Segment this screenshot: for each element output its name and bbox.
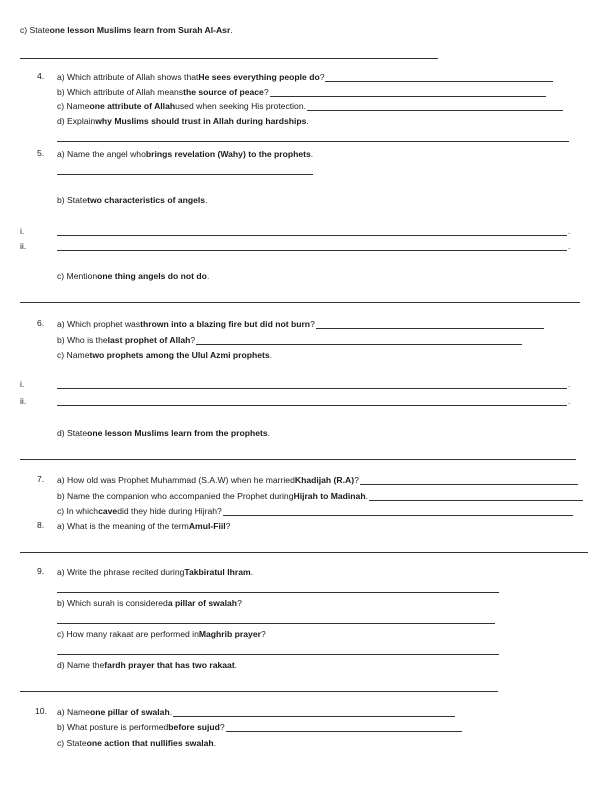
q7-number: 7. bbox=[37, 474, 45, 484]
q5-dot-i: . bbox=[568, 226, 571, 236]
q5b-prompt: b) State two characteristics of angels . bbox=[57, 195, 208, 205]
q6-number: 6. bbox=[37, 318, 45, 328]
q6-dot-ii: . bbox=[568, 396, 571, 406]
q4d-answer-line[interactable] bbox=[57, 141, 569, 142]
q6-answer-line-ii[interactable] bbox=[57, 405, 567, 406]
q4c-answer-line[interactable] bbox=[307, 102, 563, 111]
q8-number: 8. bbox=[37, 520, 45, 530]
q10c-prompt: c) State one action that nullifies swalah . bbox=[57, 738, 217, 748]
q7c-answer-line[interactable] bbox=[223, 507, 573, 516]
q4b-answer-line[interactable] bbox=[270, 88, 546, 97]
q9b-answer-line[interactable] bbox=[57, 623, 495, 624]
q4b-prompt: b) Which attribute of Allah means the source of peace ? bbox=[57, 86, 546, 97]
q6-answer-line-i[interactable] bbox=[57, 388, 567, 389]
q4-number: 4. bbox=[37, 71, 45, 81]
q5a-prompt: a) Name the angel who brings revelation (Wahy) to the prophets . bbox=[57, 149, 314, 159]
q7b-prompt: b) Name the companion who accompanied the Prophet during Hijrah to Madinah . bbox=[57, 490, 583, 501]
q5-roman-i: i. bbox=[20, 226, 25, 236]
q9a-answer-line[interactable] bbox=[57, 592, 499, 593]
q9-number: 9. bbox=[37, 566, 45, 576]
q5c-answer-line[interactable] bbox=[20, 302, 580, 303]
q5-number: 5. bbox=[37, 148, 45, 158]
q8a-answer-line[interactable] bbox=[20, 552, 588, 553]
q7c-prompt: c) In which cave did they hide during Hijrah? bbox=[57, 505, 573, 516]
q6d-prompt: d) State one lesson Muslims learn from the prophets . bbox=[57, 428, 271, 438]
q6a-prompt: a) Which prophet was thrown into a blazing fire but did not burn ? bbox=[57, 318, 544, 329]
q9d-answer-line[interactable] bbox=[20, 691, 498, 692]
q6-roman-ii: ii. bbox=[20, 396, 27, 406]
q8a-prompt: a) What is the meaning of the term Amul-Fiil ? bbox=[57, 521, 231, 531]
q5a-answer-line[interactable] bbox=[57, 174, 313, 175]
q5-answer-line-ii[interactable] bbox=[57, 250, 567, 251]
q10b-prompt: b) What posture is performed before sujud ? bbox=[57, 721, 462, 732]
q10a-prompt: a) Name one pillar of swalah . bbox=[57, 706, 455, 717]
q4a-answer-line[interactable] bbox=[325, 73, 553, 82]
q4a-prompt: a) Which attribute of Allah shows that He sees everything people do ? bbox=[57, 71, 553, 82]
q9a-prompt: a) Write the phrase recited during Takbiratul Ihram . bbox=[57, 567, 254, 577]
q5-dot-ii: . bbox=[568, 241, 571, 251]
q7a-prompt: a) How old was Prophet Muhammad (S.A.W) when he married Khadijah (R.A) ? bbox=[57, 474, 578, 485]
q10a-answer-line[interactable] bbox=[173, 708, 455, 717]
q9b-prompt: b) Which surah is considered a pillar of swalah ? bbox=[57, 598, 242, 608]
q10-number: 10. bbox=[35, 706, 47, 716]
q9c-prompt: c) How many rakaat are performed in Maghrib prayer ? bbox=[57, 629, 266, 639]
q5-answer-line-i[interactable] bbox=[57, 235, 567, 236]
q5c-prompt: c) Mention one thing angels do not do . bbox=[57, 271, 210, 281]
q10b-answer-line[interactable] bbox=[226, 723, 462, 732]
q9c-answer-line[interactable] bbox=[57, 654, 499, 655]
q4d-prompt: d) Explain why Muslims should trust in Allah during hardships . bbox=[57, 116, 309, 126]
q7b-answer-line[interactable] bbox=[369, 492, 583, 501]
q6b-prompt: b) Who is the last prophet of Allah ? bbox=[57, 334, 522, 345]
q3c-answer-line[interactable] bbox=[20, 58, 438, 59]
q4c-prompt: c) Name one attribute of Allah used when seeking His protection. bbox=[57, 100, 563, 111]
q5-roman-ii: ii. bbox=[20, 241, 27, 251]
q9d-prompt: d) Name the fardh prayer that has two rakaat . bbox=[57, 660, 238, 670]
q6b-answer-line[interactable] bbox=[196, 336, 522, 345]
q6-roman-i: i. bbox=[20, 379, 25, 389]
q7a-answer-line[interactable] bbox=[360, 476, 578, 485]
q6c-prompt: c) Name two prophets among the Ulul Azmi prophets . bbox=[57, 350, 273, 360]
q3c-prompt: c) State one lesson Muslims learn from Surah Al-Asr . bbox=[20, 25, 233, 35]
q6d-answer-line[interactable] bbox=[20, 459, 576, 460]
q6-dot-i: . bbox=[568, 379, 571, 389]
q6a-answer-line[interactable] bbox=[316, 320, 544, 329]
